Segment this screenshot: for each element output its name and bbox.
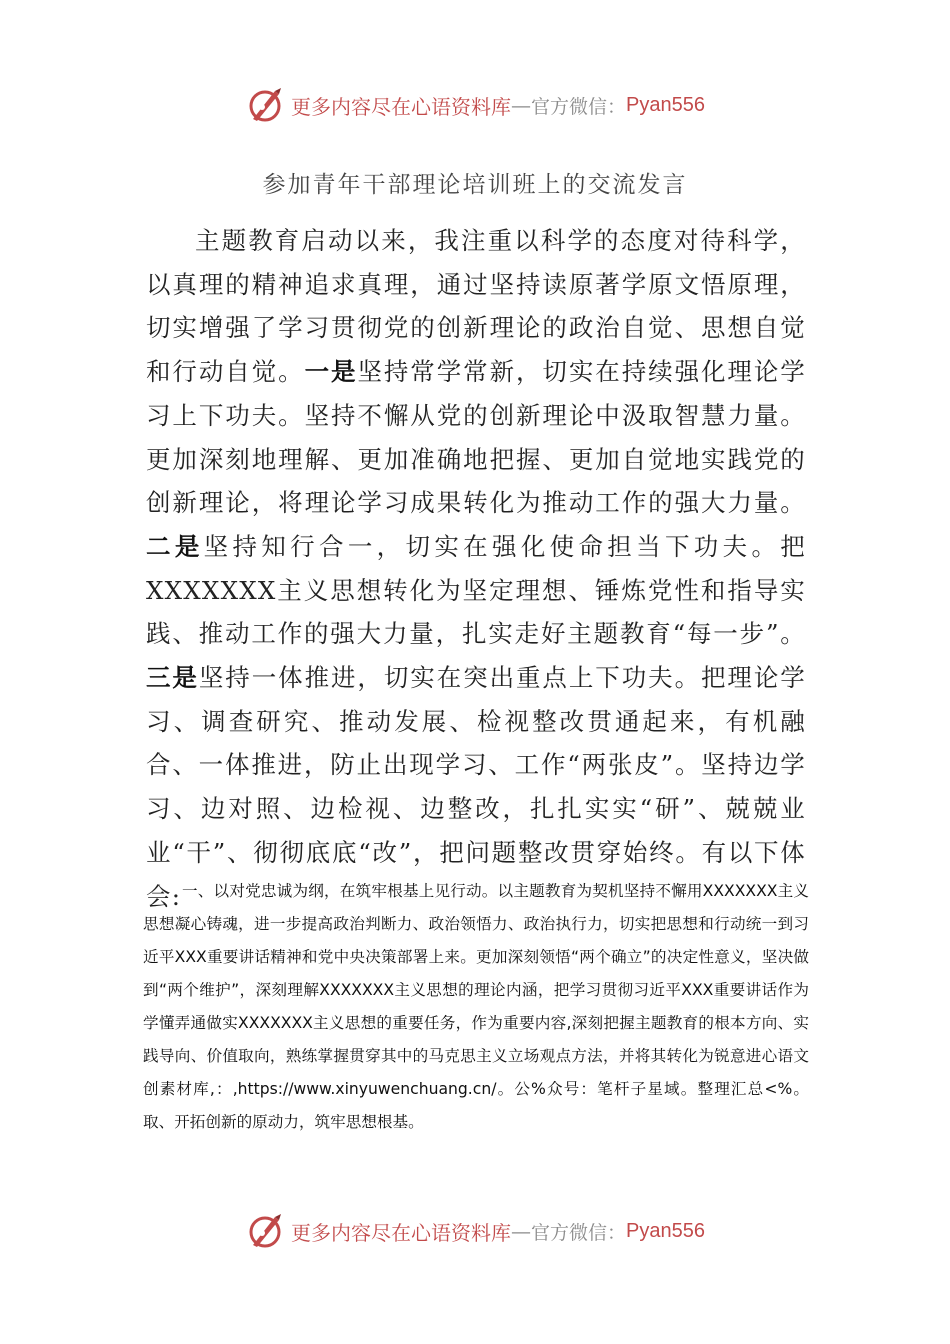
body-paragraph	[146, 219, 806, 918]
watermark-text: 更多内容尽在心语资料库	[291, 1220, 511, 1245]
header-watermark	[0, 80, 950, 130]
watermark-label: 官方微信：	[531, 1221, 627, 1244]
section-1-paragraph: 一、以对党忠诚为纲，在筑牢根基上见行动。以主题教育为契机坚持不懈用XXXXXXX主义思想凝心铸魂，进一步提高政治判断力、政治领悟力、政治执行力，切实把思想和行动统一到习近平XXX重要讲话精神和党中央决策部署上来。更加深刻领悟“两个确立”的决定性意义，坚决做到“两个维护”，深刻理解XXXXXXX主义思想的理论内涵，把学习贯彻习近平XXX重要讲话作为学懂弄通做实XXXXXXX主义思想的重要任务，作为重要内容,深刻把握主题教育的根本方向、实践导向、价值取向，熟练掌握贯穿其中的马克思主义立场观点方法，并将其转化为锐意进心语文创素材库,：,https://www.xinyuwenchuang.cn/。公%众号：笔杆子星域。整理汇总<%。取、开拓创新的原动力，筑牢思想根基。	[143, 882, 809, 1131]
body-segment-1: 主题教育启动以来，我注重以科学的态度对待科学，以真理的精神追求真理，通过坚持读原著学原文悟原理，切实增强了学习贯彻党的创新理论的政治自觉、思想自觉和行动自觉。	[146, 226, 806, 387]
pen-logo-icon	[245, 85, 285, 125]
document-title: 参加青年干部理论培训班上的交流发言	[262, 172, 688, 198]
bold-marker-2: 二是	[146, 531, 204, 561]
footer-watermark	[0, 1206, 950, 1256]
watermark-wechat-id: Pyan556	[626, 93, 705, 116]
watermark-separator: —	[511, 93, 531, 117]
body-segment-2: 坚持常学常新，切实在持续强化理论学习上下功夫。坚持不懈从党的创新理论中汲取智慧力量。更加深刻地理解、更加准确地把握、更加自觉地实践党的创新理论，将理论学习成果转化为推动工作的强大力量。	[146, 357, 806, 518]
watermark-text: 更多内容尽在心语资料库	[291, 94, 511, 119]
watermark-wechat-id: Pyan556	[626, 1219, 705, 1242]
watermark-separator: —	[511, 1219, 531, 1243]
bold-marker-1: 一是	[304, 357, 358, 387]
bold-marker-3: 三是	[146, 663, 199, 693]
watermark-label: 官方微信：	[531, 95, 627, 118]
body-segment-4: 坚持一体推进，切实在突出重点上下功夫。把理论学习、调查研究、推动发展、检视整改贯通起来，有机融合、一体推进，防止出现学习、工作“两张皮”。坚持边学习、边对照、边检视、边整改，扎扎实实“研”、兢兢业业“干”、彻彻底底“改”，把问题整改贯穿始终。有以下体会:	[146, 663, 806, 911]
pen-logo-icon	[245, 1211, 285, 1251]
body-segment-3: 坚持知行合一，切实在强化使命担当下功夫。把XXXXXXX主义思想转化为坚定理想、锤炼党性和指导实践、推动工作的强大力量，扎实走好主题教育“每一步”。	[146, 531, 806, 649]
